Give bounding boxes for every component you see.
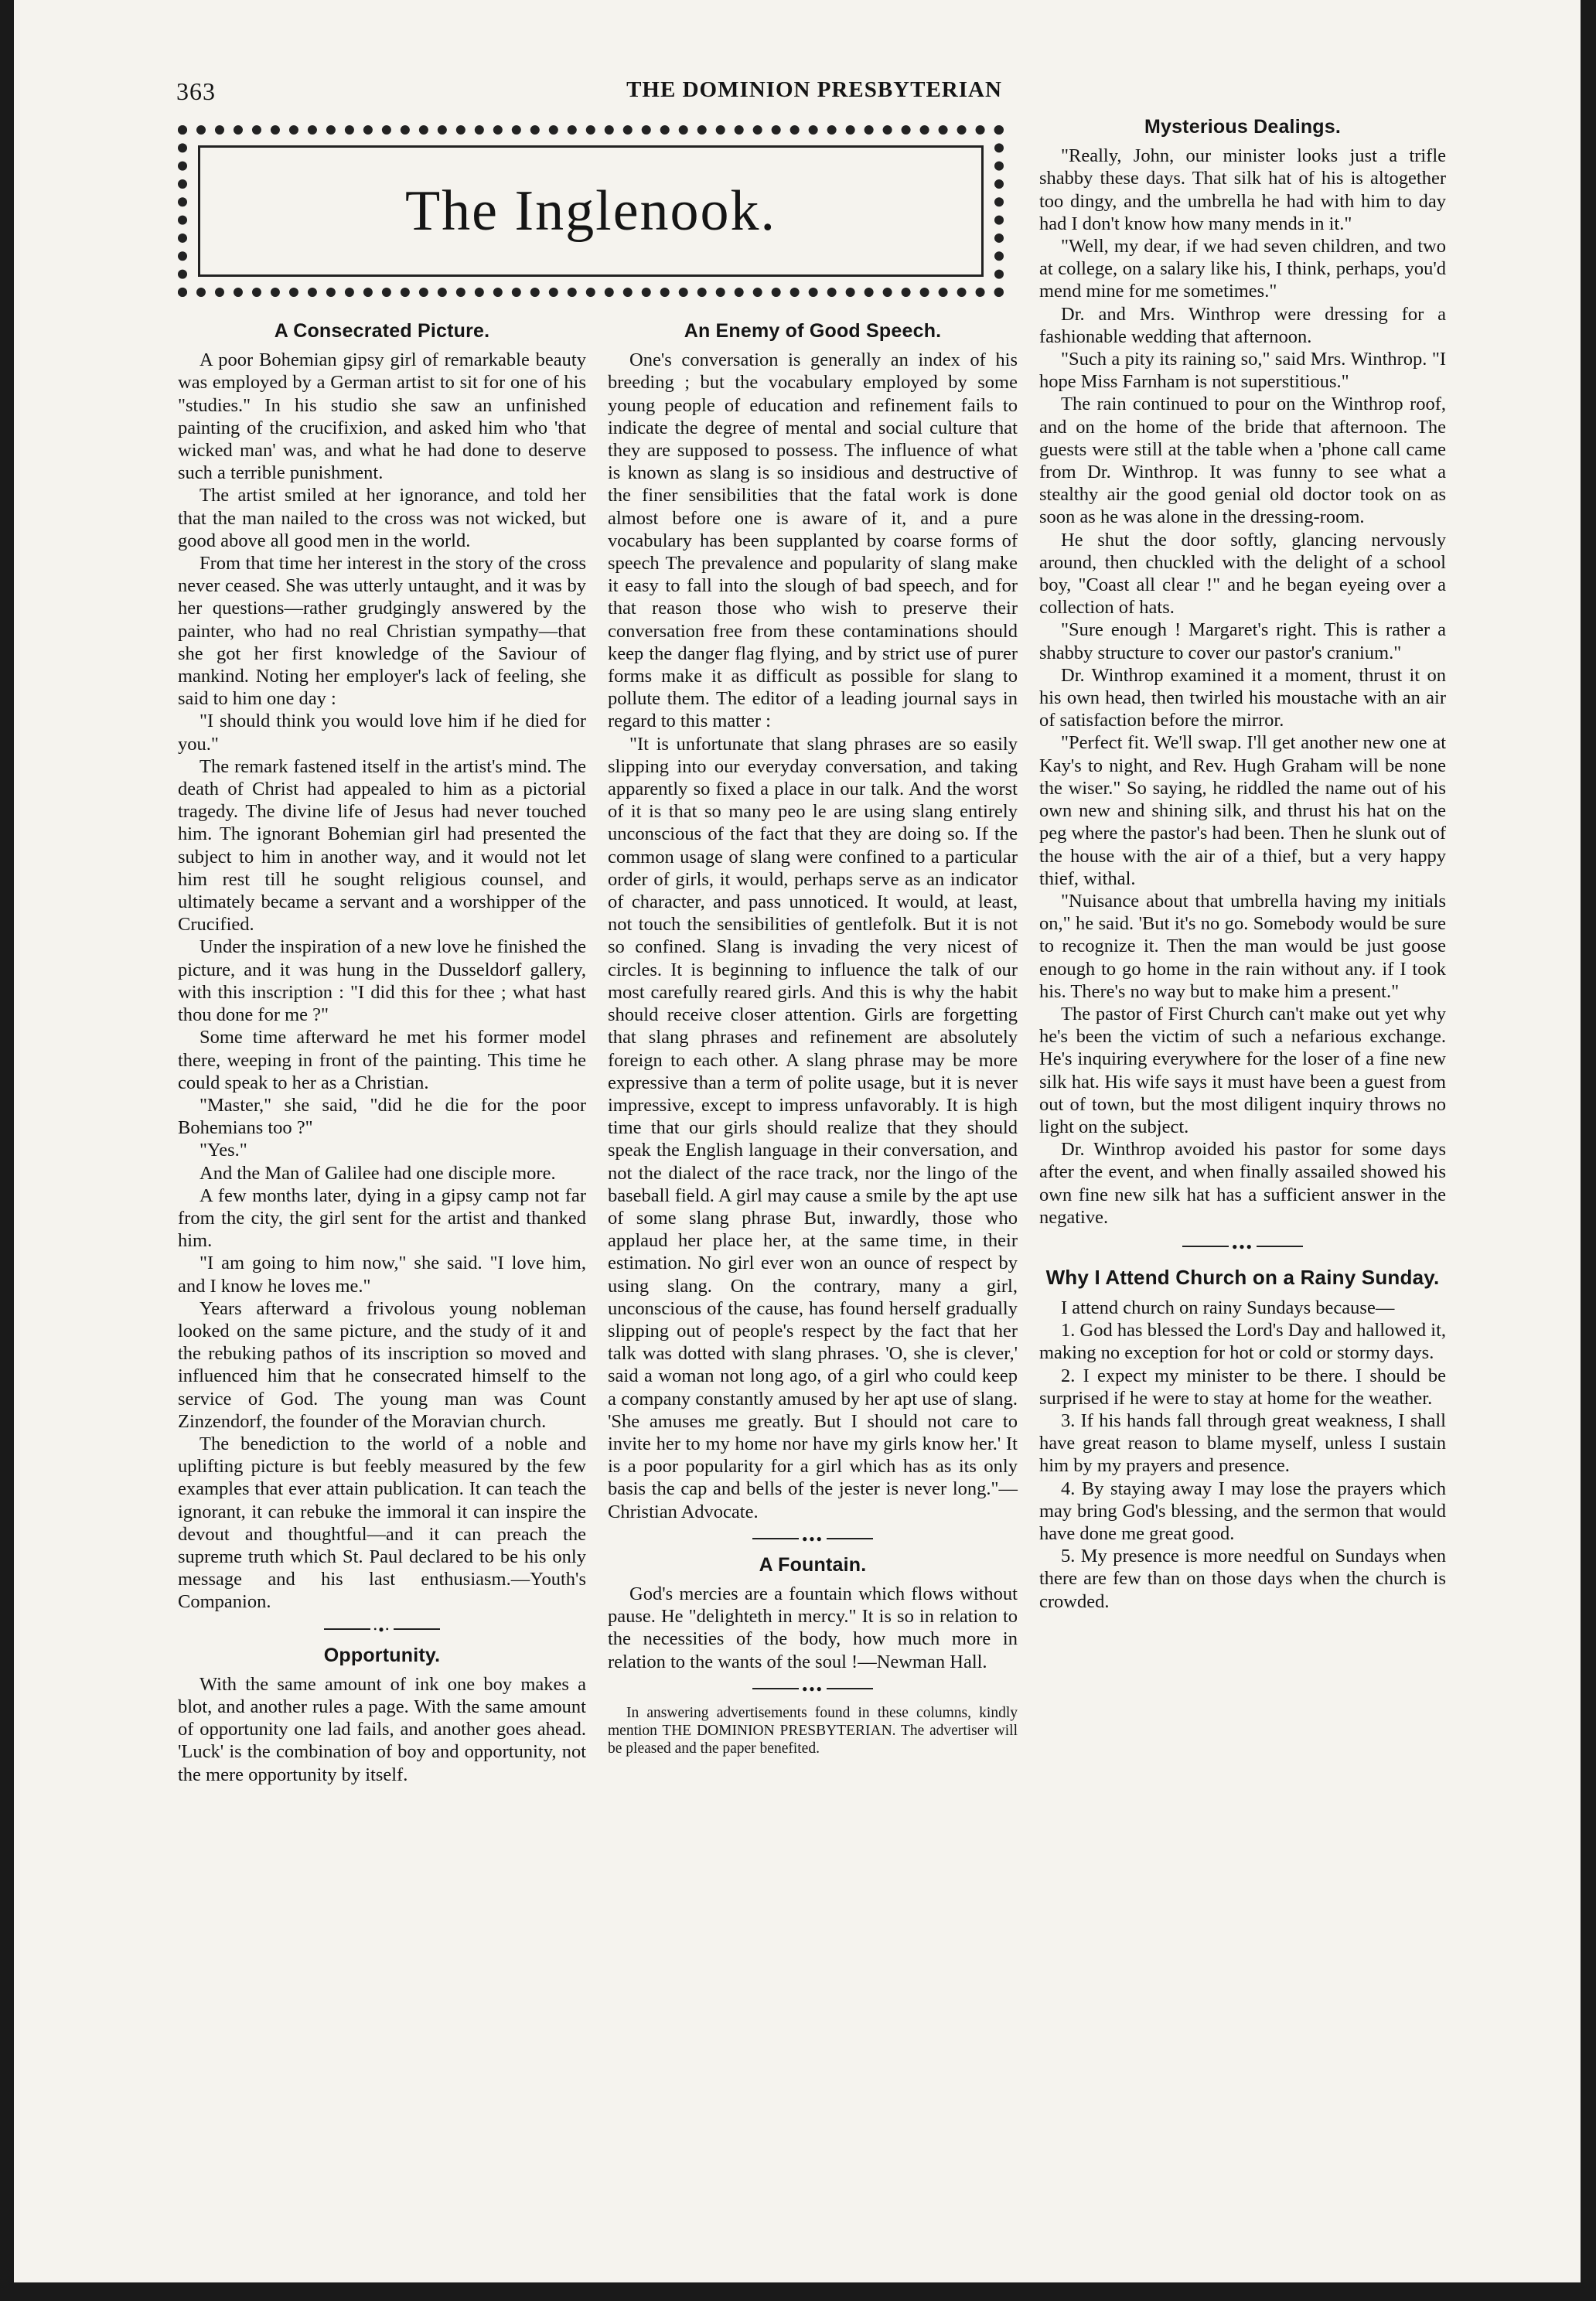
- column-1: [178, 320, 586, 1786]
- article-title-rainy: Why I Attend Church on a Rainy Sunday.: [1045, 1265, 1440, 1289]
- advertisement-note: [608, 1704, 1018, 1757]
- article-title-opportunity: Opportunity.: [323, 1644, 441, 1666]
- section-title-frame: [178, 125, 1004, 297]
- paragraph: In answering advertisements found in these columns, kindly mention THE DOMINION PRESBYTERIAN. The advertiser will be pleased and the paper benefited.: [608, 1704, 1018, 1757]
- paragraph: "I am going to him now," she said. "I love him, and I know he loves me.": [178, 1253, 586, 1297]
- paragraph: And the Man of Galilee had one disciple more.: [200, 1162, 556, 1184]
- page-header: [176, 77, 1452, 111]
- paragraph: Dr. and Mrs. Winthrop were dressing for a fashionable wedding that afternoon.: [1039, 303, 1446, 347]
- list-item: 3. If his hands fall through great weakness, I shall have great reason to blame myself, unless I sustain him by my prayers and presence.: [1039, 1410, 1446, 1477]
- paragraph: From that time her interest in the story of the cross never ceased. She was utterly untaught, and it was by her questions—rather grudgingly answered by the painter, who had no real Christian sympathy—that she got her first knowledge of the Saviour of mankind. Noting her employer's lack of feeling, she said to him one day :: [178, 553, 586, 710]
- column-3: [1039, 116, 1446, 1613]
- separator-rule: ●●●: [608, 1673, 1018, 1704]
- paragraph: "I should think you would love him if he died for you.": [178, 711, 586, 755]
- article-title-consecrated: A Consecrated Picture.: [274, 320, 490, 342]
- page-number: 363: [176, 77, 216, 105]
- paragraph: "It is unfortunate that slang phrases are so easily slipping into our everyday conversation, and taking apparently so fixed a place in our talk. And the worst of it is that so many peo le are using slang entirely unconscious of the fact that they are doing so. If the common usage of slang were confined to a particular order of girls, it would, perhaps serve as an indicator of character, and pass unnoticed. It would, at least, not touch the sensibilities of gentlefolk. But it is not so confined. Slang is invading the very nicest of circles. It is beginning to influence the talk of our most carefully reared girls. And this is why the habit should receive closer attention. Girls are forgetting that slang phrases and refinement are absolutely foreign to each other. A slang phrase may be more expressive than a term of polite usage, but it is never impressive, except to impress unfavorably. It is high time that our girls should realize that they should speak the English language in their conversation, and not the dialect of the race track, nor the lingo of the baseball field. A girl may cause a smile by the apt use of some slang phrase But, inwardly, those who applaud her place her, at the same time, in their estimation. No girl ever won an ounce of respect by using slang. On the contrary, many a girl, unconscious of the cause, has found herself gradually slipping out of people's respect by the fact that her talk was dotted with slang phrases. 'O, she is clever,' said a woman not long ago, of a girl who could keep a company constantly amused by her apt use of slang. 'She amuses me greatly. But I should not care to invite her to my home nor have my girls know her.' It is a poor popularity for a girl which has as its only basis the cap and bells of the jester is never long."—Christian Advocate.: [608, 733, 1018, 1522]
- paragraph: "Such a pity its raining so," said Mrs. Winthrop. "I hope Miss Farnham is not superstitious.": [1039, 349, 1446, 393]
- separator-rule: ●●●: [608, 1523, 1018, 1554]
- paragraph: "Well, my dear, if we had seven children, and two at college, on a salary like his, I think, perhaps, you'd mend mine for me sometimes.": [1039, 236, 1446, 302]
- newspaper-page: [14, 0, 1581, 2282]
- paragraph: "Master," she said, "did he die for the poor Bohemians too ?": [178, 1094, 586, 1139]
- rainy-list: [1039, 1297, 1446, 1613]
- journal-title: THE DOMINION PRESBYTERIAN: [626, 77, 1002, 102]
- paragraph: The rain continued to pour on the Winthrop roof, and on the home of the bride that afternoon. The guests were still at the table when a 'phone call came from Dr. Winthrop. It was funny to see what a stealthy air the good genial old doctor took on as soon as he was alone in the dressing-room.: [1039, 394, 1446, 528]
- paragraph: With the same amount of ink one boy makes a blot, and another rules a page. With the same amount of opportunity one lad fails, and another goes ahead. 'Luck' is the combination of boy and opportunity, not the mere opportunity by itself.: [178, 1673, 586, 1785]
- list-item: 5. My presence is more needful on Sundays when there are few than on those days when the church is crowded.: [1039, 1546, 1446, 1612]
- paragraph: "Yes.": [200, 1140, 247, 1161]
- paragraph: The pastor of First Church can't make out yet why he's been the victim of such a nefarious exchange. He's inquiring everywhere for the loser of a fine new silk hat. His wife says it must have been a guest from out of town, but the most diligent inquiry throws no light on the subject.: [1039, 1003, 1446, 1137]
- paragraph: Dr. Winthrop examined it a moment, thrust it on his own head, then twirled his moustache with an air of satisfaction before the mirror.: [1039, 664, 1446, 731]
- paragraph: One's conversation is generally an index of his breeding ; but the vocabulary employed by some young people of education and refinement fails to indicate the degree of mental and social culture that they are supposed to possess. The influence of what is known as slang is so insidious and destructive of the finer sensibilities that the fatal work is done almost before one is aware of it, and a pure vocabulary has been supplanted by coarse forms of speech The prevalence and popularity of slang make it easy to fall into the slough of bad speech, and for that reason those who wish to preserve their conversation free from these contaminations should keep the danger flag flying, and by strict use of purer forms make it as difficult as possible for slang to pollute them. The editor of a leading journal says in regard to this matter :: [608, 349, 1018, 732]
- list-item: 1. God has blessed the Lord's Day and hallowed it, making no exception for hot or cold or stormy days.: [1039, 1320, 1446, 1364]
- paragraph: A few months later, dying in a gipsy camp not far from the city, the girl sent for the artist and thanked him.: [178, 1185, 586, 1252]
- paragraph: Years afterward a frivolous young nobleman looked on the same picture, and the study of it and the rebuking pathos of its inscription so moved and influenced him that he consecrated himself to the service of God. The young man was Count Zinzendorf, the founder of the Moravian church.: [178, 1297, 586, 1432]
- paragraph: "Really, John, our minister looks just a trifle shabby these days. That silk hat of his is altogether too dingy, and the umbrella he had with him to day had I don't know how many mends in it.": [1039, 145, 1446, 234]
- paragraph: "Sure enough ! Margaret's right. This is rather a shabby structure to cover our pastor's cranium.": [1039, 619, 1446, 663]
- paragraph: The artist smiled at her ignorance, and told her that the man nailed to the cross was not wicked, but good above all good men in the world.: [178, 485, 586, 551]
- column-2: [608, 320, 1018, 1757]
- section-title: The Inglenook.: [404, 179, 777, 243]
- paragraph: "Nuisance about that umbrella having my initials on," he said. 'But it's no go. Somebody would be sure to recognize it. Then the man would be just goose enough to go home in the rain without any. if I took his. There's no way but to make him a present.": [1039, 890, 1446, 1002]
- paragraph: I attend church on rainy Sundays because—: [1061, 1297, 1395, 1318]
- separator-rule: •●•: [178, 1614, 586, 1645]
- paragraph: Under the inspiration of a new love he finished the picture, and it was hung in the Dusseldorf gallery, with this inscription : "I did this for thee ; what hast thou done for me ?": [178, 936, 586, 1026]
- separator-rule: ●●●: [1039, 1229, 1446, 1264]
- paragraph: He shut the door softly, glancing nervously around, then chuckled with the delight of a school boy, "Coast all clear !" and he began eyeing over a collection of hats.: [1039, 529, 1446, 619]
- paragraph: "Perfect fit. We'll swap. I'll get another new one at Kay's to night, and Rev. Hugh Graham will be none the wiser." So saying, he riddled the name out of his own new and shining silk, and thrust his hat on the peg where the pastor's had been. Then he slunk out of the house with the air of a thief, but a very happy thief, withal.: [1039, 732, 1446, 889]
- article-title-enemy: An Enemy of Good Speech.: [684, 320, 942, 342]
- list-item: 4. By staying away I may lose the prayers which may bring God's blessing, and the sermon that would have done me great good.: [1039, 1478, 1446, 1544]
- paragraph: Dr. Winthrop avoided his pastor for some days after the event, and when finally assailed showed his own fine new silk hat has a sufficient answer in the negative.: [1039, 1139, 1446, 1228]
- paragraph: The benediction to the world of a noble and uplifting picture is but feebly measured by the few examples that ever attain publication. It can teach the ignorant, it can rebuke the immoral it can inspire the devout and thoughtful—and it can preach the supreme truth which St. Paul declared to be his only message and his last enthusiasm.—Youth's Companion.: [178, 1433, 586, 1613]
- article-title-mysterious: Mysterious Dealings.: [1144, 116, 1342, 138]
- article-title-fountain: A Fountain.: [759, 1553, 867, 1576]
- paragraph: Some time afterward he met his former model there, weeping in front of the painting. This time he could speak to her as a Christian.: [178, 1027, 586, 1093]
- paragraph: The remark fastened itself in the artist's mind. The death of Christ had appealed to him as a pictorial tragedy. The divine life of Jesus had never touched him. The ignorant Bohemian girl had presented the subject to him in another way, and it would not let him rest till he sought religious counsel, and ultimately became a servant and a worshipper of the Crucified.: [178, 755, 586, 936]
- paragraph: God's mercies are a fountain which flows without pause. He "delighteth in mercy." It is so in relation to the necessities of the body, how much more in relation to the wants of the soul !—Newman Hall.: [608, 1583, 1018, 1672]
- paragraph: A poor Bohemian gipsy girl of remarkable beauty was employed by a German artist to sit for one of his "studies." In his studio she saw an unfinished painting of the crucifixion, and asked him who 'that wicked man' was, and what he had done to deserve such a terrible punishment.: [178, 349, 586, 484]
- list-item: 2. I expect my minister to be there. I should be surprised if he were to stay at home for the weather.: [1039, 1365, 1446, 1409]
